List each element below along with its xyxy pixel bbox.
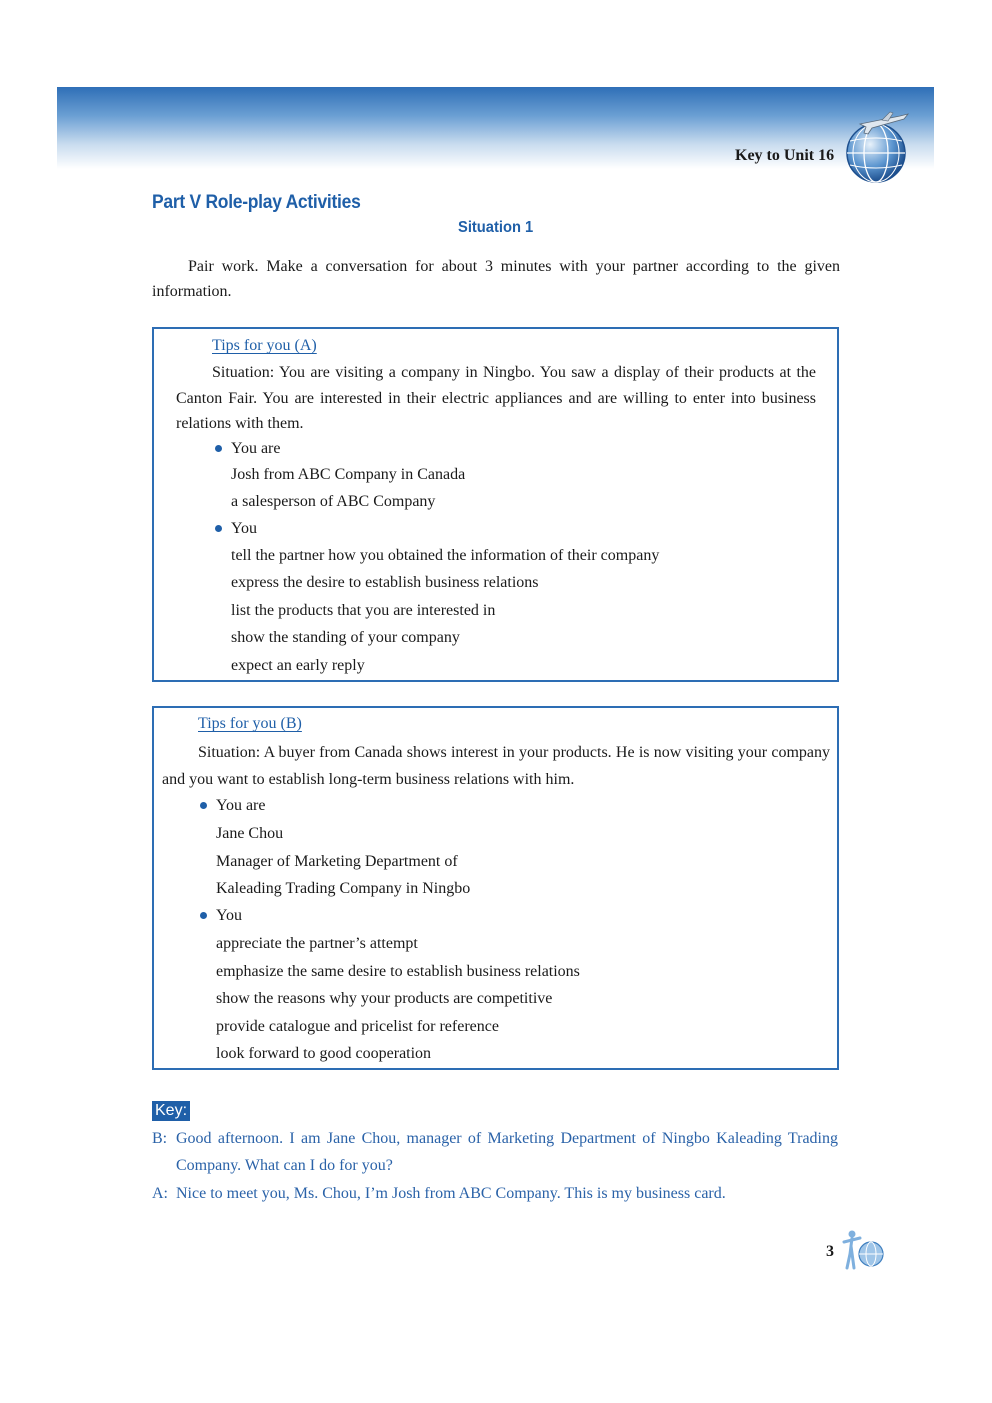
list-item: Josh from ABC Company in Canada: [231, 466, 466, 483]
tips-b-you-are-heading: You are: [216, 797, 266, 814]
bullet-icon: [215, 525, 222, 532]
tips-a-you-are-heading: You are: [231, 440, 281, 457]
instruction-paragraph: Pair work. Make a conversation for about 3 minutes with your partner according to the given information.: [152, 258, 840, 300]
speaker-label: B:: [152, 1130, 168, 1147]
list-item: a salesperson of ABC Company: [231, 493, 436, 510]
bullet-icon: [200, 802, 207, 809]
speech-text: Nice to meet you, Ms. Chou, I’m Josh from ABC Company. This is my business card.: [176, 1185, 726, 1202]
situation-title: Situation 1: [458, 219, 534, 236]
tips-b-you-heading: You: [216, 907, 242, 924]
tips-a-you-heading: You: [231, 520, 257, 537]
page-number: 3: [826, 1243, 834, 1260]
dialogue-line: [152, 1180, 840, 1207]
tips-box-b: [152, 706, 839, 1070]
tips-a-situation: Situation: You are visiting a company in Ningbo. You saw a display of their products at the Canton Fair. You are interested in their electric appliances and are willing to enter into business relations with them.: [176, 364, 816, 432]
list-item: appreciate the partner’s attempt: [216, 935, 418, 952]
bullet-icon: [215, 445, 222, 452]
tips-a-label: Tips for you (A): [212, 337, 317, 354]
speech-text: Good afternoon. I am Jane Chou, manager of Marketing Department of Ningbo Kaleading Trading Company. What can I do for you?: [176, 1130, 838, 1174]
list-item: emphasize the same desire to establish business relations: [216, 963, 580, 980]
tips-b-label: Tips for you (B): [198, 715, 302, 732]
globe-airplane-icon: [842, 110, 912, 186]
list-item: tell the partner how you obtained the information of their company: [231, 547, 660, 564]
tips-box-a: [152, 327, 839, 682]
tips-b-situation: Situation: A buyer from Canada shows interest in your products. He is now visiting your company and you want to establish long-term business relations with him.: [162, 744, 830, 788]
list-item: expect an early reply: [231, 657, 365, 674]
dialogue-line: [152, 1125, 840, 1179]
list-item: list the products that you are interested in: [231, 602, 496, 619]
list-item: show the reasons why your products are competitive: [216, 990, 553, 1007]
bullet-icon: [200, 912, 207, 919]
speaker-label: A:: [152, 1185, 168, 1202]
list-item: Jane Chou: [216, 825, 284, 842]
list-item: express the desire to establish business relations: [231, 574, 539, 591]
list-item: Manager of Marketing Department of: [216, 853, 458, 870]
list-item: Kaleading Trading Company in Ningbo: [216, 880, 471, 897]
list-item: show the standing of your company: [231, 629, 460, 646]
person-globe-icon: [838, 1228, 888, 1270]
key-label: Key:: [152, 1101, 190, 1121]
running-header-title: Key to Unit 16: [735, 147, 835, 164]
list-item: look forward to good cooperation: [216, 1045, 432, 1062]
part-title: Part V Role-play Activities: [152, 192, 361, 213]
list-item: provide catalogue and pricelist for reference: [216, 1018, 499, 1035]
